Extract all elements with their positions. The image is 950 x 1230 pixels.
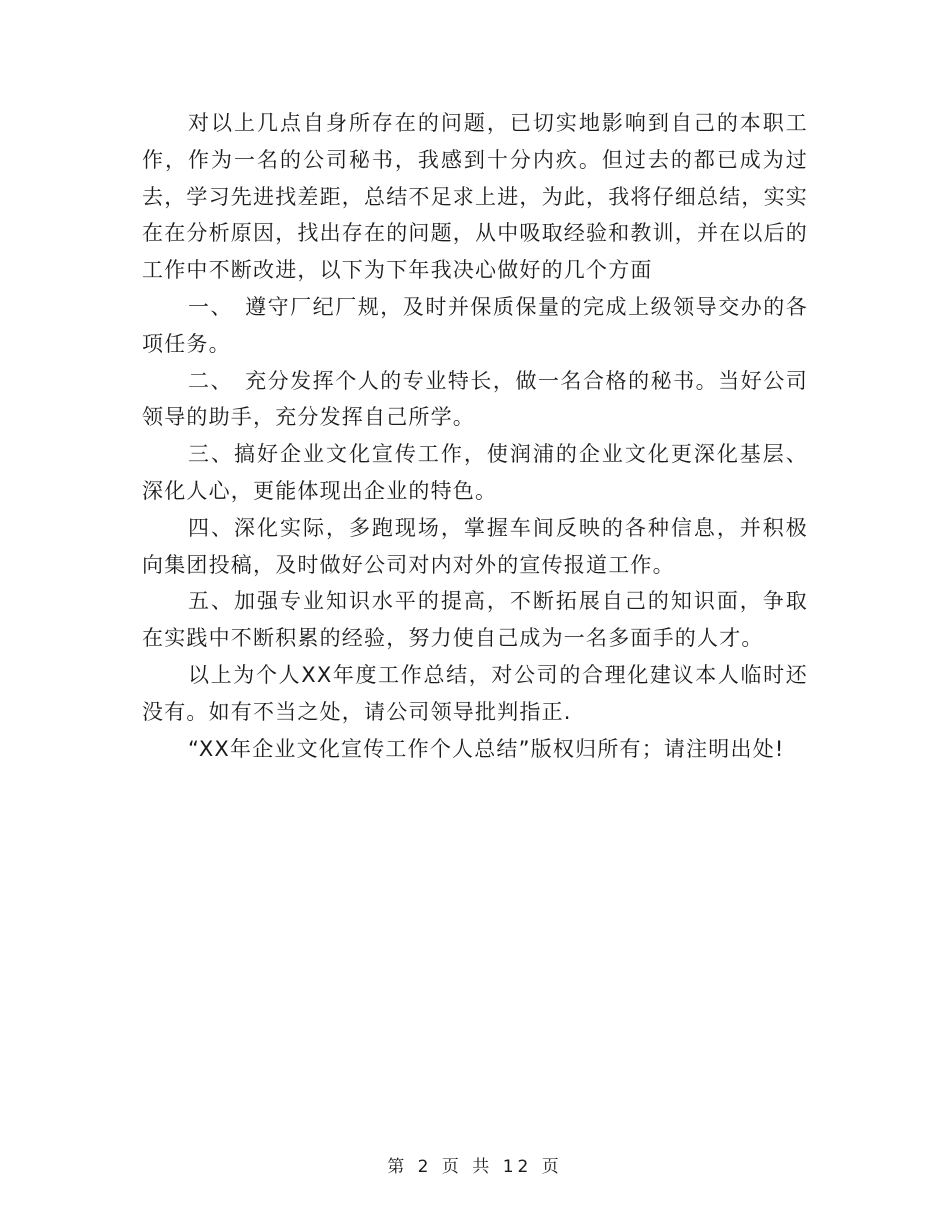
- paragraph-item-2: 二、 充分发挥个人的专业特长，做一名合格的秘书。当好公司领导的助手，充分发挥自己所学。: [142, 368, 808, 430]
- paragraph-intro: 对以上几点自身所存在的问题，已切实地影响到自己的本职工作，作为一名的公司秘书，我感到十分内疚。但过去的都已成为过去，学习先进找差距，总结不足求上进，为此，我将仔细总结，实实在在分析原因，找出存在的问题，从中吸取经验和教训，并在以后的工作中不断改进，以下为下年我决心做好的几个方面: [142, 111, 808, 283]
- paragraph-item-5: 五、加强专业知识水平的提高，不断拓展自己的知识面，争取在实践中不断积累的经验，努力使自己成为一名多面手的人才。: [142, 589, 808, 651]
- paragraph-item-1: 一、 遵守厂纪厂规，及时并保质保量的完成上级领导交办的各项任务。: [142, 294, 808, 356]
- paragraph-item-4: 四、深化实际，多跑现场，掌握车间反映的各种信息，并积极向集团投稿，及时做好公司对内对外的宣传报道工作。: [142, 515, 808, 577]
- page-number-footer: 第 2 页 共 12 页: [387, 1157, 563, 1177]
- paragraph-conclusion: 以上为个人XX年度工作总结，对公司的合理化建议本人临时还没有。如有不当之处，请公司领导批判指正.: [142, 662, 808, 724]
- paragraph-item-3: 三、搞好企业文化宣传工作，使润浦的企业文化更深化基层、深化人心，更能体现出企业的特色。: [142, 442, 808, 503]
- paragraph-copyright-note: “XX年企业文化宣传工作个人总结”版权归所有；请注明出处!: [188, 736, 785, 761]
- document-body: [142, 105, 808, 767]
